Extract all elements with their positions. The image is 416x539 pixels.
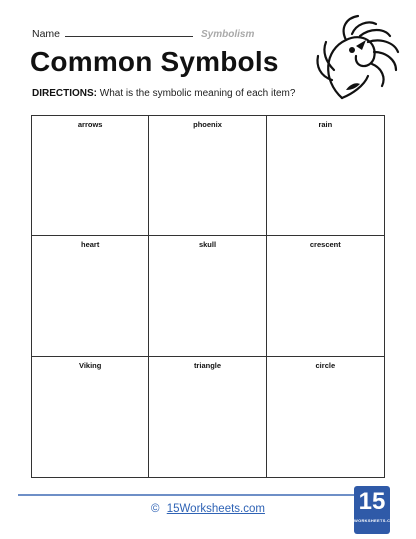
cell-label: triangle (193, 360, 222, 370)
name-blank-line[interactable] (65, 36, 193, 37)
cell-label: Viking (78, 360, 102, 370)
answer-box-rain[interactable] (267, 116, 384, 236)
page-title: Common Symbols (30, 46, 279, 77)
brand-word: WORKSHEETS.COM (354, 518, 398, 523)
directions-lead: DIRECTIONS: (32, 88, 97, 99)
answer-box-phoenix[interactable] (149, 116, 266, 236)
name-label: Name (32, 28, 61, 40)
symbols-grid (31, 115, 385, 478)
cell-label: skull (198, 240, 217, 250)
cell-label: circle (315, 360, 336, 370)
answer-box-skull[interactable] (149, 236, 266, 356)
brand-number: 15 (358, 488, 386, 515)
brand-logo (354, 486, 398, 534)
answer-box-arrows[interactable] (32, 116, 149, 236)
cell-label: heart (80, 240, 100, 250)
footer-divider (18, 494, 386, 496)
dragon-ornament-icon (312, 10, 404, 102)
copyright-symbol: © (151, 503, 160, 515)
answer-box-crescent[interactable] (267, 236, 384, 356)
cell-label: phoenix (193, 120, 222, 129)
directions-text: What is the symbolic meaning of each item? (99, 88, 296, 99)
answer-box-viking[interactable] (32, 357, 149, 477)
answer-box-heart[interactable] (32, 236, 149, 356)
site-link[interactable]: 15Worksheets.com (166, 503, 265, 515)
directions (32, 88, 295, 99)
cell-label: crescent (309, 240, 341, 250)
name-header (32, 22, 282, 40)
cell-label: arrows (77, 120, 103, 129)
answer-box-triangle[interactable] (149, 357, 266, 477)
cell-label: rain (318, 120, 333, 129)
subject-tag: Symbolism (201, 29, 255, 40)
answer-box-circle[interactable] (267, 357, 384, 477)
